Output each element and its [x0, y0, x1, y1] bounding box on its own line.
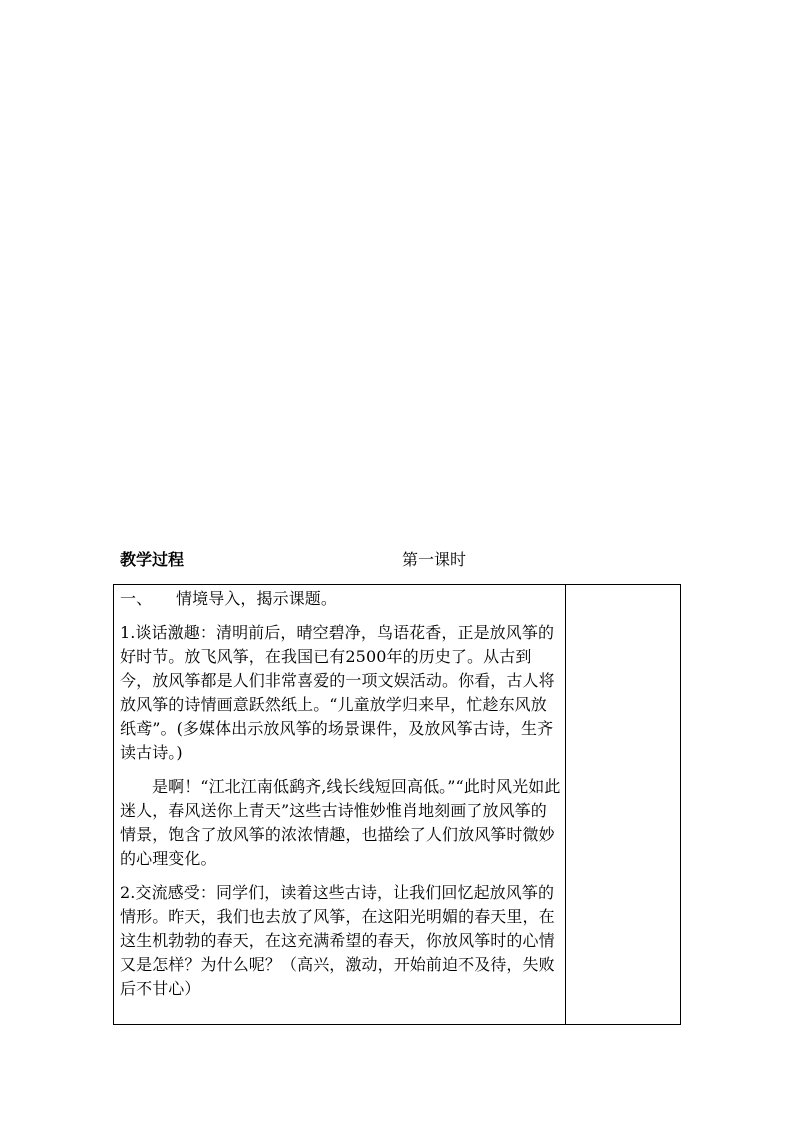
notes-cell [564, 585, 680, 1024]
section-number: 一、 [120, 589, 153, 608]
lesson-table [113, 584, 681, 1025]
paragraph-intro: 1.谈话激趣：清明前后，晴空碧净，鸟语花香，正是放风筝的好时节。放飞风筝，在我国已有2500年的历史了。从古到今，放风筝都是人们非常喜爱的一项文娱活动。你看，古人将放风筝的诗情画意跃然纸上。“儿童放学归来早，忙趁东风放纸鸢”。(多媒体出示放风筝的场景课件，及放风筝古诗，生齐读古诗。) [120, 623, 555, 762]
section-title: 情境导入，揭示课题。 [176, 589, 338, 608]
lesson-content-cell [114, 585, 566, 1024]
paragraph-poems: 是啊！“江北江南低鹞齐,线长线短回高低。”“此时风光如此迷人，春风送你上青天”这些古诗惟妙惟肖地刻画了放风筝的情景，饱含了放风筝的浓浓情趣，也描绘了人们放风筝时微妙的心理变化。 [120, 777, 561, 868]
paragraph-discussion: 2.交流感受：同学们，读着这些古诗，让我们回忆起放风筝的情形。昨天，我们也去放了风筝，在这阳光明媚的春天里，在这生机勃勃的春天，在这充满希望的春天，你放风筝时的心情又是怎样？为什么呢？（高兴，激动，开始前迫不及待，失败后不甘心） [120, 883, 555, 998]
heading-lesson: 第一课时 [402, 550, 467, 569]
section-title-line [120, 587, 561, 611]
section-heading [120, 548, 680, 572]
heading-title: 教学过程 [120, 550, 185, 569]
